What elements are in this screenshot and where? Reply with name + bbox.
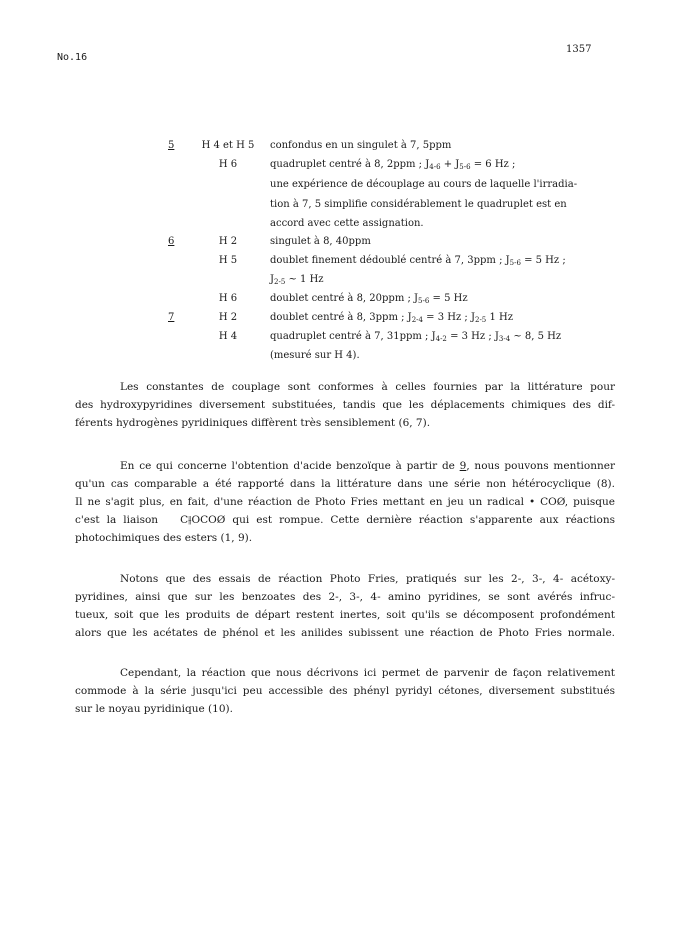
p4-line-3: sur le noyau pyridinique (10).	[75, 703, 233, 715]
c7-h4-line2: (mesuré sur H 4).	[270, 350, 360, 361]
c6-h2-desc: singulet à 8, 40ppm	[270, 236, 371, 247]
c5-h6-line2: une expérience de découplage au cours de laquelle l'irradia-	[270, 179, 578, 190]
journal-number: No.16	[57, 52, 88, 63]
c7-h2-desc: doublet centré à 8, 3ppm ; $J_{2-4} = 3$ Hz ; $J_{2-5}$ 1 Hz	[270, 312, 513, 324]
p4-line-2: commode à la série jusqu'ici peu accessible des phényl pyridyl cétones, diversement substitués	[75, 685, 615, 697]
p4-line-1: Cependant, la réaction que nous décrivons ici permet de parvenir de façon relativement	[120, 667, 615, 679]
p3-line-3: tueux, soit que les produits de départ restent inertes, soit qu'ils se décomposent profondément	[75, 609, 615, 621]
c5-h45-desc: confondus en un singulet à 7, 5ppm	[270, 140, 452, 151]
paragraph-conclusion	[75, 664, 615, 718]
c6-h5-label: H 5	[218, 255, 238, 266]
c5-h6-label: H 6	[218, 159, 238, 170]
c5-h6-line3: tion à 7, 5 simplifie considérablement le quadruplet est en	[270, 199, 567, 210]
p1-line-3: férents hydrogènes pyridiniques diffèrent très sensiblement (6, 7).	[75, 417, 431, 429]
p1-line-1: Les constantes de couplage sont conformes à celles fournies par la littérature pour	[120, 381, 615, 393]
compound-7-number: 7	[168, 312, 175, 323]
p2-line-4: c'est la liaison C⫲OCOØ qui est rompue. Cette dernière réaction s'apparente aux réactions	[75, 514, 615, 526]
c5-h6-desc: quadruplet centré à 8, 2ppm ; $J_{4-6} + J_{5-6} = 6$ Hz ;	[270, 159, 516, 171]
paragraph-photo-fries-attempts	[75, 570, 615, 642]
c7-h2-label: H 2	[218, 312, 238, 323]
p2-line-3: Il ne s'agit plus, en fait, d'une réaction de Photo Fries mettant en jeu un radical • COØ, puisque	[75, 496, 615, 508]
c6-h6-label: H 6	[218, 293, 238, 304]
c6-h6-desc: doublet centré à 8, 20ppm ; $J_{5-6} = 5$ Hz	[270, 293, 468, 305]
bond-cleavage-formula: C⫲OCOØ	[180, 514, 226, 526]
p2-line-1: En ce qui concerne l'obtention d'acide benzoïque à partir de 9, nous pouvons mentionner	[120, 460, 615, 472]
c7-h4-desc: quadruplet centré à 7, 31ppm ; $J_{4-2} = 3$ Hz ; $J_{3-4}$ ~ 8, 5 Hz	[270, 331, 562, 343]
reference-compound-9: 9	[459, 460, 467, 472]
c7-h4-label: H 4	[218, 331, 238, 342]
paragraph-coupling-constants	[75, 378, 615, 432]
c5-h45-label: H 4 et H 5	[201, 140, 255, 151]
page-number: 1357	[566, 44, 592, 55]
p2-line-2: qu'un cas comparable a été rapporté dans la littérature dans une série non hétérocyclique (8).	[75, 478, 615, 490]
p2-line-5: photochimiques des esters (1, 9).	[75, 532, 253, 544]
p3-line-2: pyridines, ainsi que sur les benzoates des 2-, 3-, 4- amino pyridines, se sont avérés infruc-	[75, 591, 615, 603]
paragraph-benzoic-acid	[75, 457, 615, 547]
c5-h6-line4: accord avec cette assignation.	[270, 218, 424, 229]
p3-line-4: alors que les acétates de phénol et les anilides subissent une réaction de Photo Fries normale.	[75, 627, 615, 639]
c6-h5-line2: $J_{2-5}$ ~ 1 Hz	[270, 274, 324, 286]
c6-h2-label: H 2	[218, 236, 238, 247]
c6-h5-desc: doublet finement dédoublé centré à 7, 3ppm ; $J_{5-6} = 5$ Hz ;	[270, 255, 566, 267]
p1-line-2: des hydroxypyridines diversement substituées, tandis que les déplacements chimiques des dif-	[75, 399, 615, 411]
compound-6-number: 6	[168, 236, 175, 247]
p3-line-1: Notons que des essais de réaction Photo Fries, pratiqués sur les 2-, 3-, 4- acétoxy-	[120, 573, 615, 585]
compound-5-number: 5	[168, 140, 175, 151]
